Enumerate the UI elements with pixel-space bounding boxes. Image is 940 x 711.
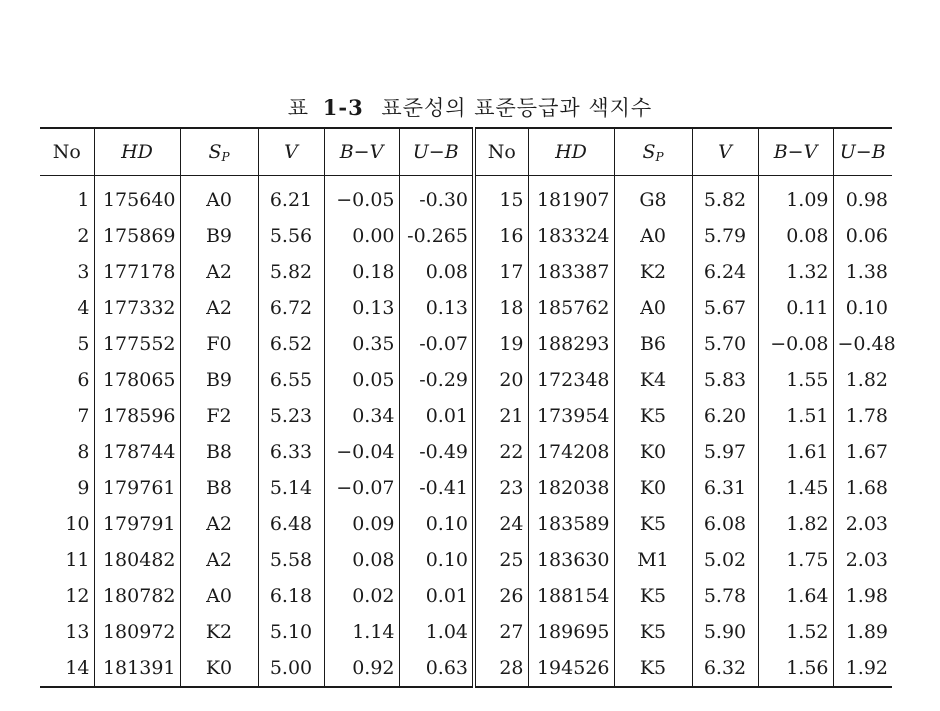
cell-no: 26 [474, 578, 528, 614]
cell-v: 6.18 [258, 578, 324, 614]
cell-no: 28 [474, 650, 528, 687]
cell-v: 6.08 [692, 506, 758, 542]
cell-v: 6.32 [692, 650, 758, 687]
header-sp [614, 128, 692, 176]
cell-v: 5.10 [258, 614, 324, 650]
cell-hd: 174208 [528, 434, 614, 470]
cell-ub: 1.89 [833, 614, 892, 650]
cell-hd: 180782 [94, 578, 180, 614]
cell-bv: 0.00 [324, 218, 399, 254]
cell-sp: K0 [180, 650, 258, 687]
table-row [40, 470, 892, 506]
cell-no: 20 [474, 362, 528, 398]
cell-v: 6.24 [692, 254, 758, 290]
header-no: No [474, 128, 528, 176]
cell-ub: 0.98 [833, 176, 892, 219]
cell-ub: 1.82 [833, 362, 892, 398]
cell-bv: 0.18 [324, 254, 399, 290]
cell-sp: K4 [614, 362, 692, 398]
cell-hd: 188154 [528, 578, 614, 614]
cell-no: 16 [474, 218, 528, 254]
cell-hd: 179761 [94, 470, 180, 506]
table-row [40, 614, 892, 650]
cell-sp: K0 [614, 470, 692, 506]
cell-sp: A2 [180, 506, 258, 542]
header-ub: U−B [833, 128, 892, 176]
standard-stars-table [40, 127, 896, 688]
cell-sp: K2 [614, 254, 692, 290]
table-caption [0, 92, 940, 122]
cell-hd: 172348 [528, 362, 614, 398]
caption-number: 1-3 [322, 95, 364, 120]
cell-hd: 185762 [528, 290, 614, 326]
cell-ub: 2.03 [833, 506, 892, 542]
cell-bv: 1.32 [758, 254, 833, 290]
header-sp [180, 128, 258, 176]
cell-bv: −0.07 [324, 470, 399, 506]
table-row [40, 578, 892, 614]
table-row [40, 506, 892, 542]
cell-bv: 0.02 [324, 578, 399, 614]
cell-ub: 0.01 [399, 578, 474, 614]
cell-sp: K2 [180, 614, 258, 650]
cell-hd: 177178 [94, 254, 180, 290]
cell-v: 5.58 [258, 542, 324, 578]
cell-bv: 0.05 [324, 362, 399, 398]
cell-no: 3 [77, 261, 90, 283]
cell-ub: −0.48 [833, 326, 892, 362]
cell-sp: A2 [180, 542, 258, 578]
cell-sp: F2 [180, 398, 258, 434]
cell-hd: 183630 [528, 542, 614, 578]
cell-no: 21 [474, 398, 528, 434]
cell-v: 6.48 [258, 506, 324, 542]
cell-no: 15 [474, 176, 528, 219]
header-sp-sub: P [221, 149, 230, 164]
cell-hd: 180972 [94, 614, 180, 650]
cell-sp: K5 [614, 578, 692, 614]
cell-sp: B8 [180, 434, 258, 470]
cell-hd: 177332 [94, 290, 180, 326]
cell-sp: A0 [614, 218, 692, 254]
caption-title: 표준성의 표준등급과 색지수 [381, 96, 653, 120]
cell-hd: 181907 [528, 176, 614, 219]
cell-no: 1 [77, 189, 90, 211]
table-row [40, 176, 892, 219]
cell-sp: A0 [614, 290, 692, 326]
cell-sp: B6 [614, 326, 692, 362]
cell-bv: 1.52 [758, 614, 833, 650]
cell-hd: 183589 [528, 506, 614, 542]
cell-bv: 0.92 [324, 650, 399, 687]
cell-hd: 178744 [94, 434, 180, 470]
cell-sp: A2 [180, 290, 258, 326]
cell-sp: B8 [180, 470, 258, 506]
header-ub: U−B [399, 128, 474, 176]
cell-no: 6 [77, 369, 90, 391]
cell-no: 23 [474, 470, 528, 506]
cell-ub: 0.10 [833, 290, 892, 326]
cell-v: 5.23 [258, 398, 324, 434]
cell-no: 5 [77, 333, 90, 355]
table-row [40, 254, 892, 290]
cell-ub: 1.38 [833, 254, 892, 290]
cell-ub: 1.04 [399, 614, 474, 650]
cell-v: 6.21 [258, 176, 324, 219]
header-no: No [40, 128, 94, 176]
cell-bv: 1.75 [758, 542, 833, 578]
cell-bv: 1.09 [758, 176, 833, 219]
cell-no: 7 [77, 405, 90, 427]
cell-v: 6.33 [258, 434, 324, 470]
cell-sp: B9 [180, 362, 258, 398]
header-hd: HD [94, 128, 180, 176]
cell-bv: 0.09 [324, 506, 399, 542]
cell-ub: -0.41 [399, 470, 474, 506]
cell-sp: K5 [614, 614, 692, 650]
cell-hd: 177552 [94, 326, 180, 362]
cell-no: 17 [474, 254, 528, 290]
cell-bv: 1.55 [758, 362, 833, 398]
cell-bv: 1.56 [758, 650, 833, 687]
cell-no: 14 [65, 657, 90, 679]
cell-ub: 0.10 [399, 506, 474, 542]
cell-bv: 0.08 [324, 542, 399, 578]
cell-hd: 178065 [94, 362, 180, 398]
cell-sp: K0 [614, 434, 692, 470]
cell-sp: K5 [614, 398, 692, 434]
cell-ub: -0.29 [399, 362, 474, 398]
cell-sp: A2 [180, 254, 258, 290]
header-sp-main: S [642, 140, 656, 163]
table-row [40, 434, 892, 470]
cell-no: 19 [474, 326, 528, 362]
cell-no: 8 [77, 441, 90, 463]
cell-hd: 194526 [528, 650, 614, 687]
cell-sp: A0 [180, 176, 258, 219]
cell-hd: 175640 [94, 176, 180, 219]
cell-bv: −0.08 [758, 326, 833, 362]
table-row [40, 650, 892, 687]
cell-v: 5.82 [258, 254, 324, 290]
cell-sp: M1 [614, 542, 692, 578]
cell-bv: 1.14 [324, 614, 399, 650]
cell-v: 6.31 [692, 470, 758, 506]
cell-hd: 175869 [94, 218, 180, 254]
header-hd: HD [528, 128, 614, 176]
cell-ub: 1.78 [833, 398, 892, 434]
cell-v: 6.72 [258, 290, 324, 326]
cell-ub: 1.68 [833, 470, 892, 506]
cell-ub: 0.08 [399, 254, 474, 290]
cell-no: 4 [77, 297, 90, 319]
table-row [40, 290, 892, 326]
cell-no: 13 [65, 621, 90, 643]
cell-no: 27 [474, 614, 528, 650]
cell-hd: 183387 [528, 254, 614, 290]
cell-ub: -0.49 [399, 434, 474, 470]
cell-sp: A0 [180, 578, 258, 614]
cell-bv: 1.61 [758, 434, 833, 470]
cell-no: 9 [77, 477, 90, 499]
cell-ub: 2.03 [833, 542, 892, 578]
cell-v: 5.02 [692, 542, 758, 578]
cell-hd: 178596 [94, 398, 180, 434]
cell-no: 25 [474, 542, 528, 578]
cell-hd: 179791 [94, 506, 180, 542]
cell-no: 2 [77, 225, 90, 247]
cell-ub: 1.98 [833, 578, 892, 614]
cell-sp: G8 [614, 176, 692, 219]
cell-bv: 1.45 [758, 470, 833, 506]
cell-bv: 0.34 [324, 398, 399, 434]
cell-ub: 1.92 [833, 650, 892, 687]
cell-v: 5.00 [258, 650, 324, 687]
cell-ub: 0.01 [399, 398, 474, 434]
cell-ub: 0.13 [399, 290, 474, 326]
caption-label: 표 [287, 96, 310, 120]
cell-v: 5.70 [692, 326, 758, 362]
cell-no: 22 [474, 434, 528, 470]
cell-hd: 183324 [528, 218, 614, 254]
cell-bv: 0.35 [324, 326, 399, 362]
cell-ub: 0.63 [399, 650, 474, 687]
cell-sp: B9 [180, 218, 258, 254]
cell-no: 11 [65, 549, 90, 571]
cell-v: 5.97 [692, 434, 758, 470]
header-bv: B−V [324, 128, 399, 176]
cell-v: 5.83 [692, 362, 758, 398]
cell-hd: 181391 [94, 650, 180, 687]
cell-bv: 1.82 [758, 506, 833, 542]
cell-ub: 0.10 [399, 542, 474, 578]
cell-v: 5.56 [258, 218, 324, 254]
cell-v: 6.20 [692, 398, 758, 434]
cell-bv: 1.64 [758, 578, 833, 614]
cell-bv: −0.04 [324, 434, 399, 470]
header-sp-sub: P [655, 149, 664, 164]
cell-ub: -0.07 [399, 326, 474, 362]
cell-ub: -0.30 [399, 176, 474, 219]
cell-v: 5.78 [692, 578, 758, 614]
table-row [40, 542, 892, 578]
cell-v: 5.82 [692, 176, 758, 219]
cell-v: 5.67 [692, 290, 758, 326]
cell-bv: 0.13 [324, 290, 399, 326]
cell-bv: 0.11 [758, 290, 833, 326]
cell-v: 5.14 [258, 470, 324, 506]
header-sp-main: S [208, 140, 222, 163]
cell-ub: 1.67 [833, 434, 892, 470]
cell-no: 12 [65, 585, 90, 607]
header-row [40, 128, 892, 176]
cell-bv: −0.05 [324, 176, 399, 219]
cell-hd: 182038 [528, 470, 614, 506]
cell-v: 6.55 [258, 362, 324, 398]
header-v: V [258, 128, 324, 176]
header-v: V [692, 128, 758, 176]
cell-v: 5.79 [692, 218, 758, 254]
table-row [40, 362, 892, 398]
cell-hd: 188293 [528, 326, 614, 362]
cell-v: 5.90 [692, 614, 758, 650]
table-row [40, 326, 892, 362]
cell-hd: 180482 [94, 542, 180, 578]
cell-hd: 173954 [528, 398, 614, 434]
cell-sp: K5 [614, 506, 692, 542]
cell-bv: 1.51 [758, 398, 833, 434]
cell-no: 18 [474, 290, 528, 326]
cell-hd: 189695 [528, 614, 614, 650]
cell-no: 24 [474, 506, 528, 542]
header-bv: B−V [758, 128, 833, 176]
cell-v: 6.52 [258, 326, 324, 362]
cell-sp: F0 [180, 326, 258, 362]
table-row [40, 218, 892, 254]
cell-bv: 0.08 [758, 218, 833, 254]
cell-sp: K5 [614, 650, 692, 687]
table-row [40, 398, 892, 434]
cell-no: 10 [65, 513, 90, 535]
cell-ub: 0.06 [833, 218, 892, 254]
cell-ub: -0.265 [399, 218, 474, 254]
